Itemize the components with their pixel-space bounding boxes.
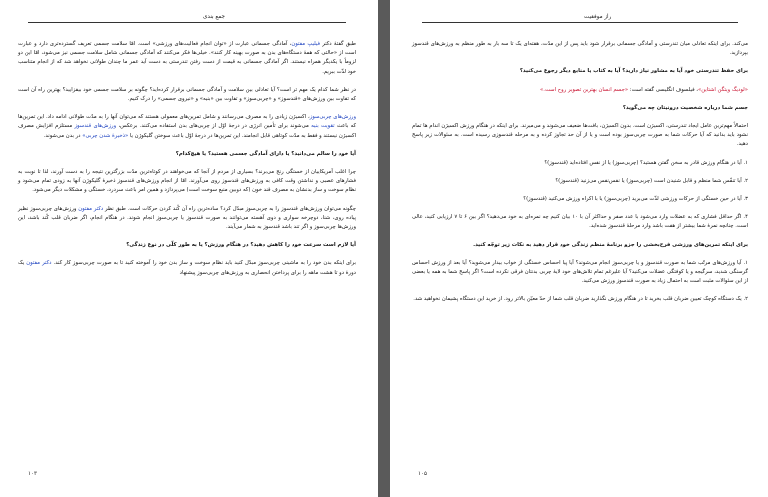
numbered-item [412,195,748,204]
body-paragraph [412,40,748,58]
header-title: راز موفقیت [584,14,612,20]
page-number: ۱۰۳ [28,470,38,477]
body-paragraph [18,259,356,277]
numbered-item [412,177,748,186]
page-number: ۱۰۵ [418,470,428,477]
text-run: جسم شما درباره شخصیت درونیتان چه می‌گوید؟ [622,104,748,111]
text-run: ، آمادگی جسمانی عبارت از «توان انجام فعالیت‌های ورزشی» است. امّا سلامت جسمی تعریف گسترده‌تری دارد و عبارت است از «حالتی که همهٔ دستگاه‌های بدن به صورت بهینه کار کنند». خیلی‌ها فکر می‌کنند که آمادگی جسمانی شامل سلامت جسمی نیز می‌شود، امّا این دو لزوماً با یکدیگر همراه نیستند. اگر آمادگی جسمانی به قیمت از دست رفتن تندرستی به دست آید عمر ما چندان طولانی نخواهد شد که از انجام متناسب خود لذّت ببریم. [18,41,356,75]
text-run: می‌شوند برای تأمین انرژی در درجهٔ اوّل از چربی‌های بدن استفاده می‌کنند. برعکس، [116,123,312,130]
text-run: آیا خود را سالم می‌دانید؟ یا دارای آمادگی جسمی هستید؟ یا هیچ‌کدام؟ [175,150,356,157]
text-run: ، اکسیژن زیادی را به مصرف می‌رسانند و شامل تمرین‌های معمولی هستند که می‌توان آنها را به مدّت طولانی ادامه داد. این تمرین‌ها که باعث [18,114,356,130]
text-run: ۲. یک دستگاه کوچک تعیین ضربان قلب بخرید تا در هنگام ورزش نگذارید ضربان قلب شما از حدّ معیّن بالاتر رود. از خرید این دستگاه پشیمان نخواهید شد. [413,296,748,303]
numbered-item [412,159,748,168]
text-run: ، فیلسوف انگلیسی گفته است: [628,86,698,93]
page-body [412,24,748,305]
body-paragraph [18,86,356,104]
text-run: ۲. آیا تنفّس شما منظم و قابل شنیدن است (چربی‌سوز) یا نفس‌نفس می‌زنید (قندسوز)؟ [555,177,748,184]
question-paragraph [18,241,356,250]
highlighted-term: تقویت بنیه [311,123,335,130]
highlighted-term: دکتر مفتون [26,260,52,267]
text-run: آیا لازم است سرعت خود را کاهش دهید؟ در هنگام ورزش؟ یا به طور کلّی در نوع زندگی؟ [126,242,356,249]
text-run: مستلزم افزایش مصرف اکسیژن نیستند و فقط به مدّت کوتاهی قابل انجامند. این تمرین‌ها در درجهٔ اوّل باعث سوختن گلیکوژن یا [18,123,356,139]
highlighted-term: فیلیپ مفتون [291,41,321,47]
text-run: ۳. آیا در حین خستگی از حرکات ورزشی لذّت می‌برید (چربی‌سوز) یا با اکراه ورزش می‌کنید (قندسوز)؟ [523,196,748,203]
text-run: ورزش‌های چربی‌سوز نظیر پیاده روی، شنا، دوچرخه سواری و دوی آهسته می‌توانند به صورت قندسوز یا چربی‌سوز انجام شوند. در هنگام انجام، اگر ضربان قلب کُند باشد، این ورزش‌ها چربی‌سوز و اگر تند باشد قندسوز به شمار می‌آیند. [18,205,356,231]
text-run: چگونه می‌توان ورزش‌های قندسوز را به چربی‌سوز مبدّل کرد؟ ساده‌ترین راه آن کُند کردن حرکات است. طبق نظر [103,205,356,212]
text-run: چرا اغلب آمریکاییان از خستگی رنج می‌برند؟ بسیاری از مردم از آنجا که می‌خواهند در کوتاه‌ترین مدّت بزرگترین نتیجه را به دست آورند، لذا تا نوبت به فشارهای عصبی و نداشتن وقت کافی به ورزش‌های قندسوز روی می‌آورند. امّا از انجام ورزش‌های قندسوز ذخیرهٔ گلیکوژن آنها به زودی تمام می‌شود و نظام سوخت و ساز بدنشان به مصرف قند خون (که دوبین منبع سوخت است) می‌پردازد و همین امر باعث سردرد، خستگی و مشکلات دیگر می‌شود. [18,169,356,194]
question-paragraph [412,67,748,76]
numbered-item [412,259,748,287]
text-run: در بدن می‌شوند. [43,132,83,139]
page-body [18,24,356,278]
right-page [390,0,768,497]
highlighted-term: «ذخیرهٔ شدن چربی» [82,132,129,139]
numbered-item [412,295,748,304]
body-paragraph [18,113,356,141]
running-header [412,0,748,24]
question-paragraph [412,104,748,113]
highlighted-term: «جسم انسان بهترین تصویر روح است.» [540,86,629,93]
header-title: جمع بندی [203,14,226,20]
text-run: احتمالاً مهم‌ترین عامل ایجاد تندرستی، اکسیژن است. بدون اکسیژن، بافت‌ها ضعیف می‌شوند و می‌میرند. برای اینکه در هنگام ورزش اکسیژن اندام ها تمام نشود باید بدانید که آیا حرکات شما به صورت چربی‌سوز بوده است و یا از آن حد تجاوز کرده و به مرحله قندسوزی رسیده است. به سئوالات زیر پاسخ دهید. [412,123,748,148]
highlighted-term: «لودیگ ویتگن اشتاین» [698,86,748,93]
text-run: در نظر شما کدام یک مهم تر است؟ آیا تعادلی بین سلامت و آمادگی جسمانی برقرار کرده‌اید؟ چگونه بر سلامت جسمی خود بیفزایید؟ بهترین راه آن است که تفاوت بین ورزش‌های «قندسوز» و «چربی‌سوز» و تفاوت بین «بنیه» و «نیروی جسمی» را درک کنیم. [18,86,356,103]
numbered-item [412,213,748,231]
body-paragraph [18,205,356,233]
text-run: ۴. اگر حداقل فشاری که به عضلات وارد می‌شود با عدد صفر و حداکثر آن با ۱۰ بیان کنیم چه نمره‌ای به خود می‌دهید؟ اگر بین ۶ تا ۷ ارزیابی کنید، عالی است. چنانچه نمرهٔ شما بیشتر از هفت باشد وارد مرحلهٔ قندسوز شده‌اید. [412,214,748,230]
body-paragraph [18,40,356,77]
text-run: برای حفظ تندرستی خود آیا به مشاور نیاز دارید؟ آیا به کتاب یا منابع دیگر رجوع می‌کنید؟ [519,68,748,75]
question-paragraph [18,150,356,159]
text-run: برای اینکه تمرین‌های ورزشی فرح‌بخشی را جزو برنامهٔ منظم زندگی خود قرار دهید به نکات زیر توجّه کنید. [473,241,748,248]
text-run: ۱. آیا در هنگام ورزش قادر به سخن گفتن هستید؟ (چربی‌سوز) یا از نفس افتاده‌اید (قندسوز)؟ [544,159,748,166]
header-rule [422,22,738,23]
body-paragraph [412,86,748,95]
header-rule [28,22,346,23]
highlighted-term: ورزش‌های چربی‌سوز [309,114,356,121]
text-run: می‌کند. برای اینکه تعادلی میان تندرستی و آمادگی جسمانی برقرار شود باید پس از این مدّت، هفته‌ای یک تا سه بار به طور منظم به ورزش‌های قندسوز بپردازید. [412,41,748,57]
running-header [18,0,356,24]
text-run: یک دورهٔ دو تا هشت ماهه را برای پرداختن انحصاری به ورزش‌های چربی‌سوز پیشنهاد [18,260,356,276]
highlighted-term: دکتر مفتون [78,205,104,212]
body-paragraph [18,168,356,196]
left-page [0,0,378,497]
highlighted-term: ورزش‌های قندسوز [74,123,117,130]
text-run: ۱. آیا ورزش‌های مرتّب شما به صورت قندسوز و یا چربی‌سوز انجام می‌شوند؟ آیا پیا احساس خستگی از خواب بیدار می‌شوید؟ آیا بعد از ورزش احساس گرسنگی شدید، سرگیجه و یا کوفتگی عضلات می‌کنید؟ آیا علیرغم تمام تلاش‌های خود لایهٔ چربی بدنتان فرقی نکرده است؟ اگر پاسخ شما به همه یا بعضی از این سئوالات مثبت است به احتمال زیاد به صورت قندسوز ورزش می‌کنید. [412,259,748,285]
question-paragraph [412,241,748,250]
text-run: طبق گفته‌ٔ دکتر [320,41,357,47]
text-run: برای اینکه بدن خود را به ماشینی چربی‌سوز مبدّل کنید باید نظام سوخت و ساز بدن خود را آموخته کنید تا به صورت چربی‌سوز کار کند. [51,260,356,267]
body-paragraph [412,122,748,150]
